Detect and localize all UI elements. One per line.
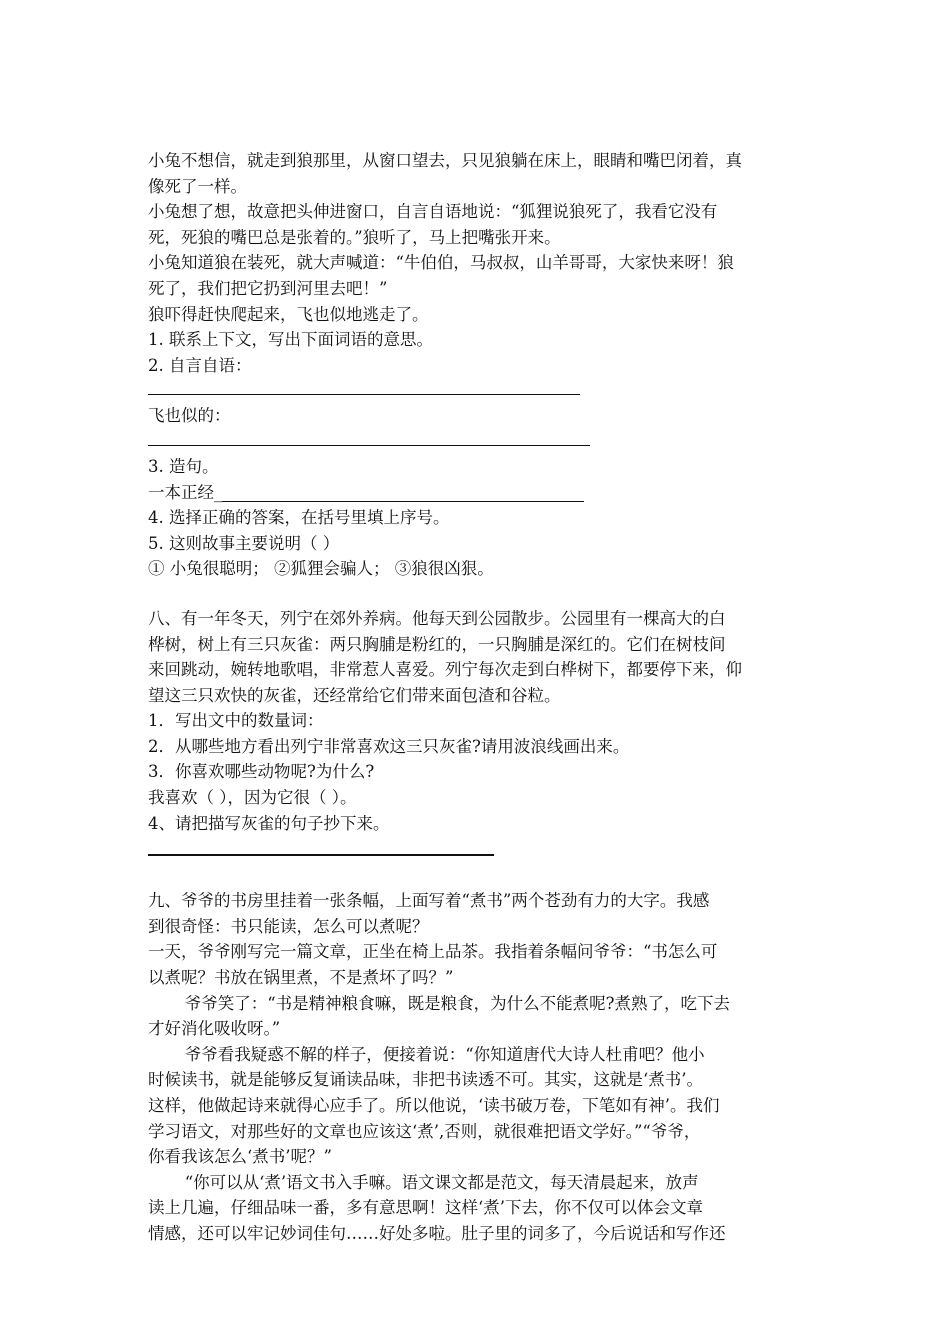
text-line: 情感，还可以牢记妙词佳句……好处多啦。肚子里的词多了，今后说话和写作还 (148, 1223, 726, 1243)
section-7 (148, 148, 808, 582)
text-line: 死，死狼的嘴巴总是张着的。”狼听了，马上把嘴张开来。 (148, 227, 561, 247)
section-gap (148, 864, 808, 888)
question-4: 4、请把描写灰雀的句子抄下来。 (148, 813, 390, 833)
question-1: 1. 联系上下文，写出下面词语的意思。 (148, 330, 433, 350)
text-line: 你看我该怎么‘煮书’呢？” (148, 1147, 332, 1167)
text-line: 读上几遍，仔细品味一番，多有意思啊！这样‘煮’下去，你不仅可以体会文章 (148, 1198, 703, 1218)
text-line: 时候读书，就是能够反复诵读品味，非把书读透不可。其实，这就是‘煮书’。 (148, 1070, 703, 1090)
text-line: 死了，我们把它扔到河里去吧！” (148, 278, 388, 298)
question-4: 4. 选择正确的答案，在括号里填上序号。 (148, 508, 450, 528)
question-3: 3. 造句。 (148, 456, 219, 476)
question-1: 1．写出文中的数量词： (148, 711, 324, 731)
answer-options: ① 小兔很聪明； ②狐狸会骗人； ③狼很凶狠。 (148, 559, 494, 579)
text-line: 像死了一样。 (148, 176, 247, 196)
sentence-prompt (148, 480, 808, 506)
answer-line[interactable] (148, 840, 494, 856)
text-line: 八、有一年冬天，列宁在郊外养病。他每天到公园散步。公园里有一棵高大的白 (148, 608, 726, 628)
document-page (148, 148, 808, 1247)
answer-line[interactable] (222, 483, 584, 502)
text-line: 小兔不想信，就走到狼那里，从窗口望去，只见狼躺在床上，眼睛和嘴巴闭着，真 (148, 151, 742, 170)
text-line: 以煮呢？书放在锅里煮，不是煮坏了吗？” (148, 968, 454, 988)
section-9 (148, 888, 808, 1246)
text-line: “你可以从‘煮’语文书入手嘛。语文课文都是范文，每天清晨起来，放声 (148, 1172, 699, 1192)
text-line: 这样，他做起诗来就得心应手了。所以他说，‘读书破万卷，下笔如有神’。我们 (148, 1096, 720, 1115)
text-line: 狼吓得赶快爬起来，飞也似地逃走了。 (148, 304, 429, 324)
question-3: 3．你喜欢哪些动物呢?为什么? (148, 762, 375, 782)
section-8 (148, 606, 808, 856)
fill-in-prompt: 我喜欢（ ），因为它很（ ）。 (148, 788, 357, 808)
question-2: 2．从哪些地方看出列宁非常喜欢这三只灰雀?请用波浪线画出来。 (148, 736, 630, 756)
answer-line[interactable] (148, 380, 580, 395)
text-line: 爷爷笑了：“书是精神粮食嘛，既是粮食，为什么不能煮呢?煮熟了，吃下去 (148, 993, 730, 1013)
text-line: 到很奇怪：书只能读，怎么可以煮呢？ (148, 916, 429, 936)
question-5: 5. 这则故事主要说明（ ） (148, 533, 340, 553)
fei-ye-si-label: 飞也似的： (148, 406, 231, 426)
text-line: 才好消化吸收呀。” (148, 1019, 281, 1039)
text-line: 爷爷看我疑惑不解的样子，便接着说：“你知道唐代大诗人杜甫吧？他小 (148, 1044, 705, 1064)
text-line: 望这三只欢快的灰雀，还经常给它们带来面包渣和谷粒。 (148, 685, 561, 705)
text-line: 来回跳动，婉转地歌唱，非常惹人喜爱。列宁每次走到白桦树下，都要停下来，仰 (148, 660, 742, 680)
text-line: 九、爷爷的书房里挂着一张条幅，上面写着“煮书”两个苍劲有力的大字。我感 (148, 891, 710, 911)
question-2: 2. 自言自语： (148, 355, 252, 375)
text-line: 小兔知道狼在装死，就大声喊道：“牛伯伯，马叔叔，山羊哥哥，大家快来呀！狼 (148, 253, 734, 273)
yiben-label: 一本正经_ (148, 482, 223, 502)
section-gap (148, 582, 808, 606)
text-line: 小兔想了想，故意把头伸进窗口，自言自语地说：“狐狸说狼死了，我看它没有 (148, 202, 718, 222)
text-line: 学习语文，对那些好的文章也应该这‘煮’,否则，就很难把语文学好。”“爷爷， (148, 1121, 701, 1141)
text-line: 一天，爷爷刚写完一篇文章，正坐在椅上品茶。我指着条幅问爷爷：“书怎么可 (148, 942, 718, 962)
text-line: 桦树，树上有三只灰雀：两只胸脯是粉红的，一只胸脯是深红的。它们在树枝间 (148, 634, 726, 654)
answer-line[interactable] (148, 431, 590, 446)
